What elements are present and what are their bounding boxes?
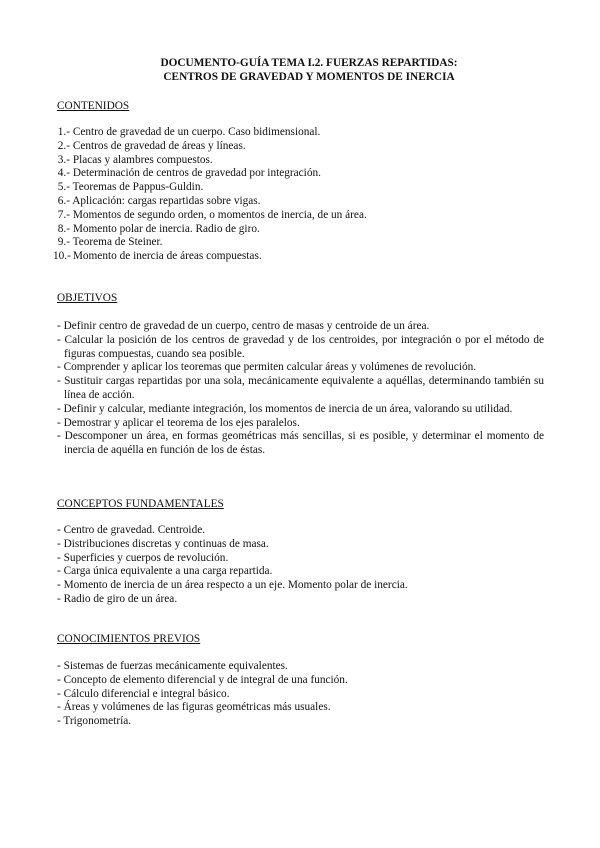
contenidos-list <box>53 126 540 264</box>
list-item: - Sistemas de fuerzas mecánicamente equivalentes. <box>57 660 288 672</box>
list-item: - Carga única equivalente a una carga repartida. <box>57 565 273 578</box>
list-item: - Sustituir cargas repartidas por una sola, mecánicamente equivalente a aquéllas, determinando también su línea de acción. <box>57 375 544 401</box>
list-item: - Comprender y aplicar los teoremas que permiten calcular áreas y volúmenes de revolución. <box>57 361 477 374</box>
list-item: 3.- Placas y alambres compuestos. <box>57 153 213 166</box>
list-item: - Cálculo diferencial e integral básico. <box>57 687 230 700</box>
list-item: - Definir y calcular, mediante integración, los momentos de inercia de un área, valorando su utilidad. <box>57 402 513 415</box>
list-item: - Calcular la posición de los centros de gravedad y de los centroides, por integración o por el método de figuras compuestas, cuando sea posible. <box>57 333 544 360</box>
list-item: 6.- Aplicación: cargas repartidas sobre vigas. <box>57 194 261 207</box>
list-item: 4.- Determinación de centros de gravedad por integración. <box>57 167 321 180</box>
title-line-1: DOCUMENTO-GUÍA TEMA I.2. FUERZAS REPARTIDAS: <box>160 57 458 69</box>
list-item: 10.- Momento de inercia de áreas compuestas. <box>53 250 262 263</box>
conceptos-heading: CONCEPTOS FUNDAMENTALES <box>57 498 224 510</box>
list-item: - Distribuciones discretas y continuas de masa. <box>57 537 269 550</box>
list-item: - Descomponer un área, en formas geométricas más sencillas, si es posible, y determinar el momento de inercia de aquélla en función de los de éstas. <box>57 430 544 457</box>
title-line-2: CENTROS DE GRAVEDAD Y MOMENTOS DE INERCIA <box>163 71 455 83</box>
objetivos-heading: OBJETIVOS <box>57 292 118 304</box>
list-item: - Momento de inercia de un área respecto a un eje. Momento polar de inercia. <box>57 579 408 592</box>
list-item: - Definir centro de gravedad de un cuerpo, centro de masas y centroide de un área. <box>57 320 430 332</box>
list-item: - Radio de giro de un área. <box>57 592 178 605</box>
list-item: - Centro de gravedad. Centroide. <box>57 524 206 536</box>
list-item: - Demostrar y aplicar el teorema de los ejes paralelos. <box>57 416 300 429</box>
list-item: 9.- Teorema de Steiner. <box>57 236 163 249</box>
list-item: 2.- Centros de gravedad de áreas y líneas. <box>57 139 246 152</box>
conocimientos-list <box>57 660 544 729</box>
list-item: 7.- Momentos de segundo orden, o momentos de inercia, de un área. <box>57 208 367 221</box>
list-item: 5.- Teoremas de Pappus-Guldin. <box>57 181 204 194</box>
list-item: 1.- Centro de gravedad de un cuerpo. Caso bidimensional. <box>57 126 321 138</box>
list-item: - Áreas y volúmenes de las figuras geométricas más usuales. <box>57 701 331 714</box>
objetivos-list <box>57 320 544 458</box>
list-item: - Superficies y cuerpos de revolución. <box>57 551 229 564</box>
list-item: - Concepto de elemento diferencial y de integral de una función. <box>57 673 348 686</box>
list-item: 8.- Momento polar de inercia. Radio de giro. <box>57 222 260 235</box>
conceptos-list <box>57 524 544 607</box>
document-title <box>0 56 600 84</box>
list-item: - Trigonometría. <box>57 715 132 728</box>
contenidos-heading: CONTENIDOS <box>57 100 130 112</box>
conocimientos-heading: CONOCIMIENTOS PREVIOS <box>57 633 201 645</box>
